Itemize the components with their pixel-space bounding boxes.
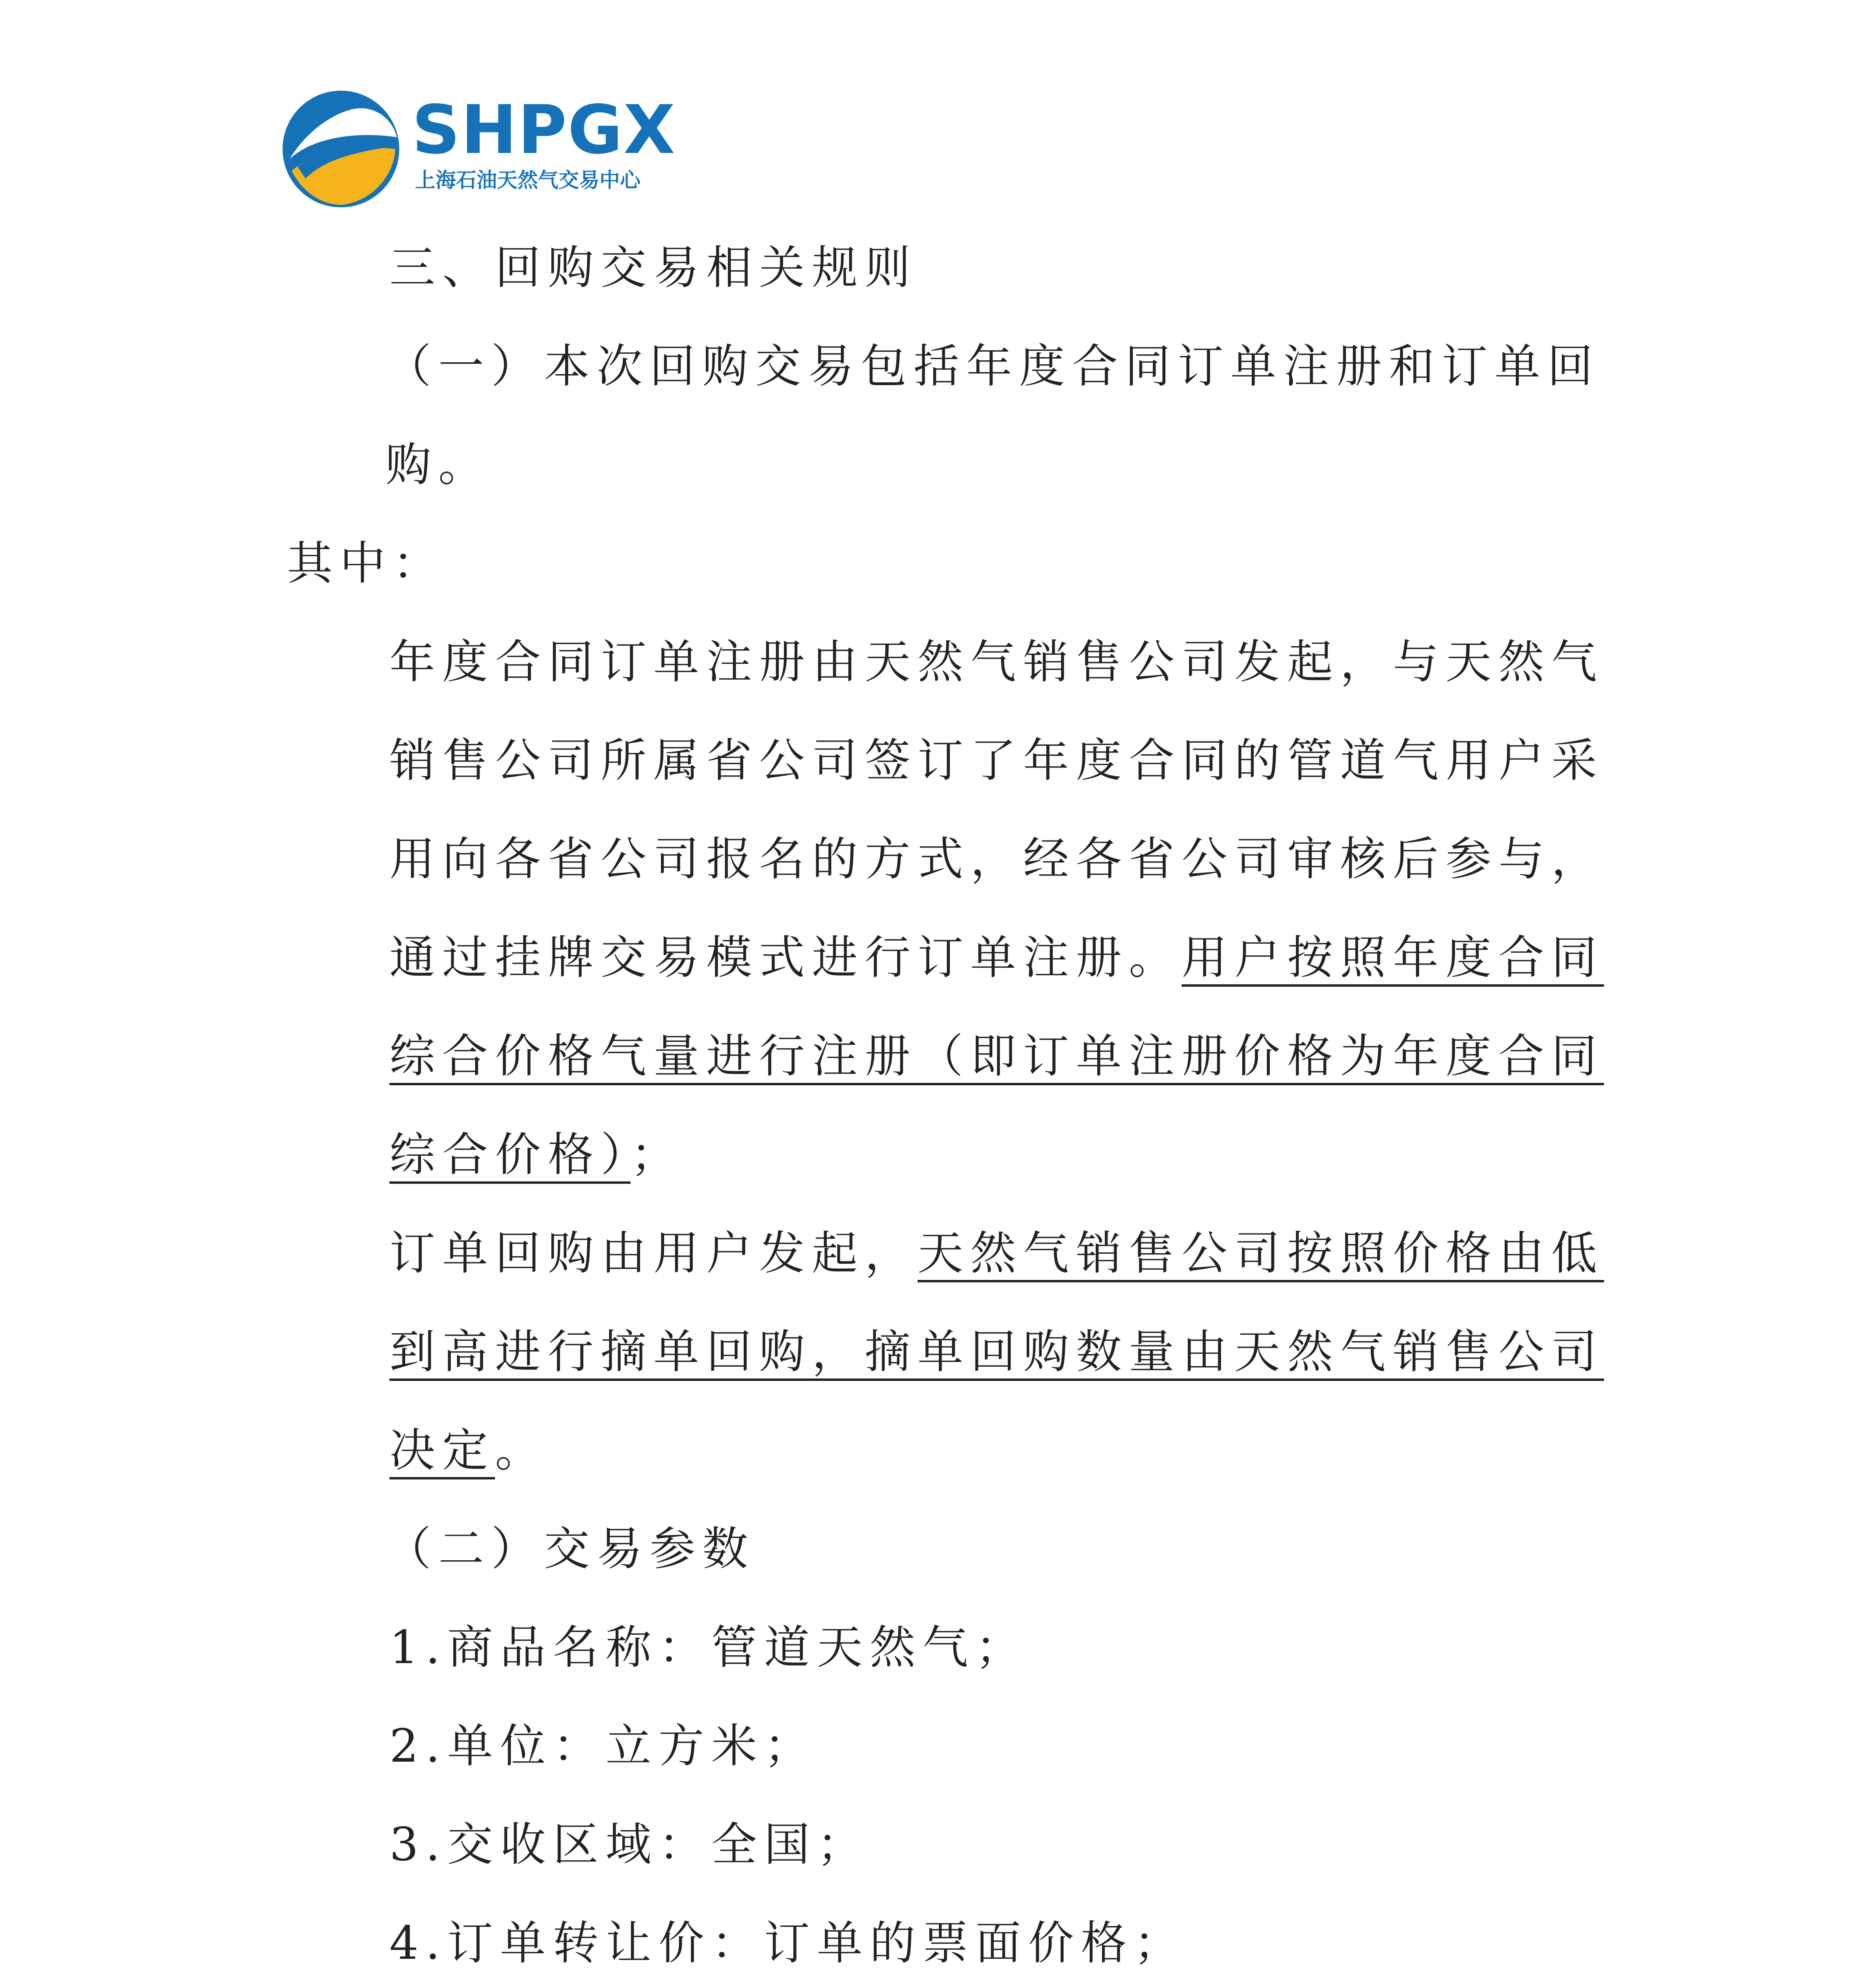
section1-intro-cont: 其中： [287,537,445,590]
section-heading: 三、回购交易相关规则 [389,241,918,294]
shpgx-logo [282,83,676,201]
param-item: 4.订单转让价：订单的票面价格； [389,1917,1187,1970]
order-registration-paragraph [287,613,1607,1204]
document-body [287,219,1607,1971]
param-item: 3.交收区域：全国； [389,1818,870,1871]
order-buyback-tail: 。 [495,1424,548,1477]
logo-wordmark: SHPGX [412,91,676,169]
param-item: 1.商品名称：管道天然气； [389,1621,1028,1674]
section1-intro: （一）本次回购交易包括年度合同订单注册和订单回购。 [385,340,1600,492]
order-buyback-underlined: 天然气销售公司按照价格由低到高进行摘单回购，摘单回购数量由天然气销售公司决定 [389,1227,1604,1477]
order-buyback-paragraph [287,1204,1607,1500]
order-buyback-text: 订单回购由用户发起， [389,1227,918,1280]
order-registration-underlined: 用户按照年度合同综合价格气量进行注册（即订单注册价格为年度合同综合价格） [389,931,1604,1181]
section2-title: （二）交易参数 [385,1522,755,1576]
shpgx-emblem-icon [282,90,400,208]
order-registration-tail: ； [631,1128,683,1181]
logo-subtitle: 上海石油天然气交易中心 [415,169,641,192]
order-registration-text: 年度合同订单注册由天然气销售公司发起，与天然气销售公司所属省公司签订了年度合同的管道气用户采用向各省公司报名的方式，经各省公司审核后参与，通过挂牌交易模式进行订单注册。 [389,635,1604,984]
param-item: 2.单位：立方米； [389,1720,817,1773]
